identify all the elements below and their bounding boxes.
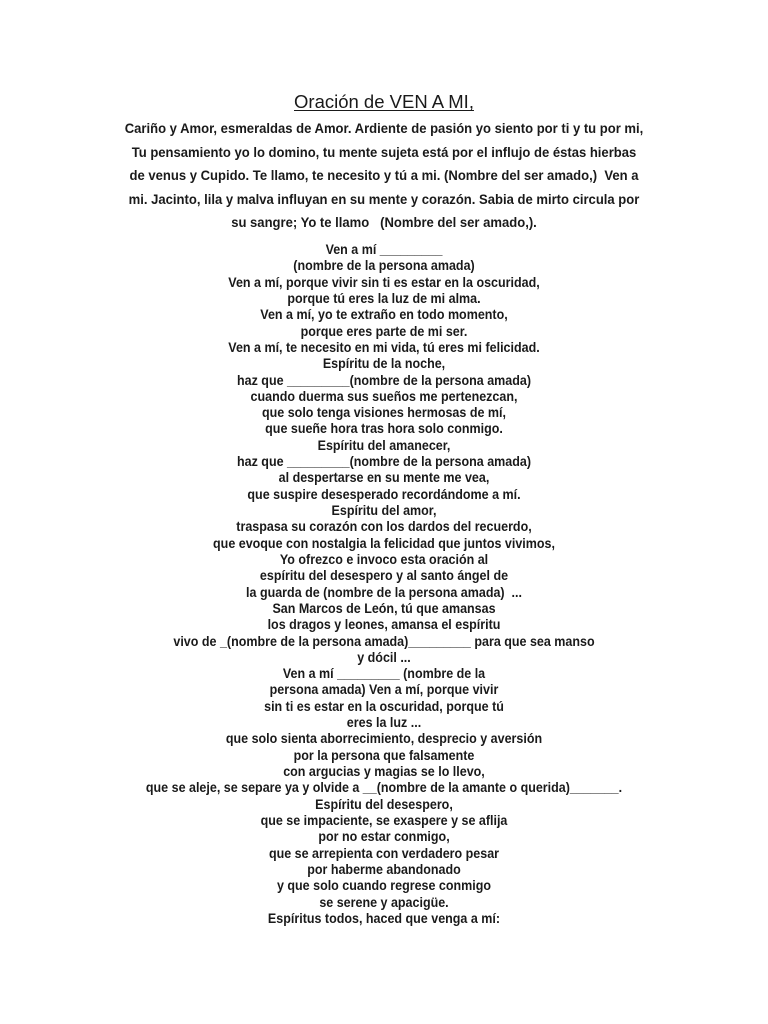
poem-line: haz que _________(nombre de la persona amada) bbox=[236, 372, 532, 388]
intro-line: Tu pensamiento yo lo domino, tu mente sujeta está por el influjo de éstas hierbas bbox=[131, 144, 637, 161]
poem-line: Espíritu del amor, bbox=[331, 503, 437, 518]
document-title: Oración de VEN A MI, bbox=[294, 91, 474, 112]
poem-body bbox=[0, 242, 768, 927]
poem-line: porque eres parte de mi ser. bbox=[300, 323, 468, 339]
poem-line: la guarda de (nombre de la persona amada) ... bbox=[246, 584, 522, 600]
poem-line: sin ti es estar en la oscuridad, porque tú bbox=[264, 698, 504, 714]
poem-line: que solo sienta aborrecimiento, desprecio y aversión bbox=[225, 731, 543, 747]
poem-line: por la persona que falsamente bbox=[293, 747, 475, 763]
poem-line: que evoque con nostalgia la felicidad que juntos vivimos, bbox=[213, 535, 555, 551]
poem-line: traspasa su corazón con los dardos del recuerdo, bbox=[236, 519, 532, 535]
poem-line: porque tú eres la luz de mi alma. bbox=[287, 290, 481, 306]
poem-line: se serene y apacigüe. bbox=[319, 894, 449, 910]
intro-line: mi. Jacinto, lila y malva influyan en su mente y corazón. Sabia de mirto circula por bbox=[128, 191, 640, 208]
poem-line: que sueñe hora tras hora solo conmigo. bbox=[265, 421, 503, 437]
poem-line: Ven a mí, porque vivir sin ti es estar en la oscuridad, bbox=[228, 274, 540, 290]
poem-line: que se arrepienta con verdadero pesar bbox=[268, 845, 500, 861]
poem-line: Ven a mí _________ (nombre de la bbox=[282, 666, 486, 682]
poem-line: (nombre de la persona amada) bbox=[293, 258, 475, 274]
poem-line: con argucias y magias se lo llevo, bbox=[283, 764, 485, 779]
poem-line: Yo ofrezco e invoco esta oración al bbox=[279, 551, 489, 567]
poem-line: Espíritu del amanecer, bbox=[317, 437, 451, 453]
poem-line: persona amada) Ven a mí, porque vivir bbox=[269, 682, 499, 698]
poem-line: Espíritus todos, haced que venga a mí: bbox=[267, 910, 501, 926]
poem-line: que solo tenga visiones hermosas de mí, bbox=[262, 405, 506, 421]
poem-line: al despertarse en su mente me vea, bbox=[278, 470, 490, 486]
poem-line: y dócil ... bbox=[357, 649, 411, 665]
poem-line: cuando duerma sus sueños me pertenezcan, bbox=[250, 388, 518, 404]
poem-line: que se aleje, se separe ya y olvide a __(nombre de la amante o querida)_______. bbox=[145, 780, 623, 796]
poem-line: Ven a mí, te necesito en mi vida, tú eres mi felicidad. bbox=[228, 339, 540, 355]
poem-line: por haberme abandonado bbox=[307, 861, 461, 877]
poem-line: que se impaciente, se exaspere y se aflija bbox=[260, 812, 508, 828]
poem-line: los dragos y leones, amansa el espíritu bbox=[267, 617, 501, 633]
poem-line: vivo de _(nombre de la persona amada)_________ para que sea manso bbox=[173, 633, 595, 649]
intro-line: de venus y Cupido. Te llamo, te necesito y tú a mi. (Nombre del ser amado,) Ven a bbox=[129, 168, 639, 184]
poem-line: Espíritu del desespero, bbox=[315, 796, 453, 812]
poem-line: San Marcos de León, tú que amansas bbox=[272, 600, 496, 616]
poem-line: espíritu del desespero y al santo ángel de bbox=[259, 568, 509, 584]
poem-line: Ven a mí _________ bbox=[325, 242, 443, 257]
poem-line: Espíritu de la noche, bbox=[322, 356, 446, 372]
poem-line: haz que _________(nombre de la persona amada) bbox=[236, 454, 532, 470]
intro-paragraph bbox=[0, 118, 768, 236]
poem-line: y que solo cuando regrese conmigo bbox=[276, 878, 492, 894]
intro-line: su sangre; Yo te llamo (Nombre del ser amado,). bbox=[231, 215, 537, 231]
poem-line: por no estar conmigo, bbox=[318, 829, 450, 845]
poem-line: Ven a mí, yo te extraño en todo momento, bbox=[260, 307, 508, 323]
intro-line: Cariño y Amor, esmeraldas de Amor. Ardiente de pasión yo siento por ti y tu por mi, bbox=[124, 121, 644, 137]
poem-line: eres la luz ... bbox=[346, 715, 422, 731]
poem-line: que suspire desesperado recordándome a mí. bbox=[247, 486, 521, 502]
